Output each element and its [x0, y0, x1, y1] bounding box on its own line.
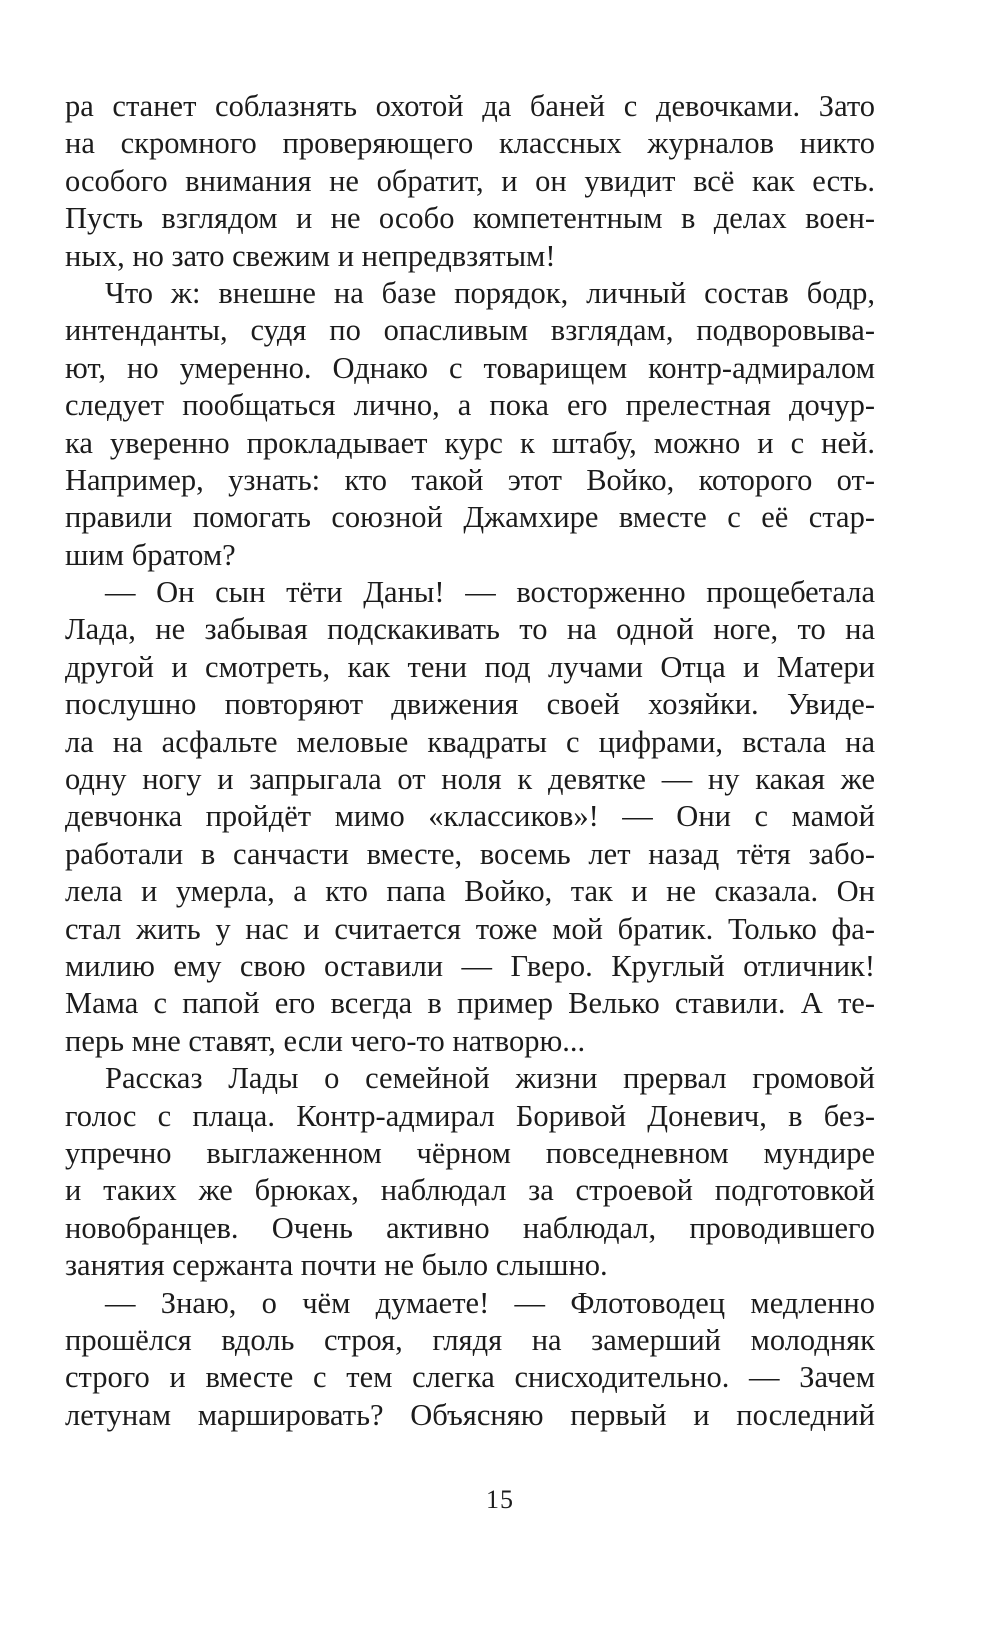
page-number: 15: [486, 1485, 514, 1514]
text-line: летунам маршировать? Объясняю первый и последний: [65, 1397, 875, 1432]
text-line: шим братом?: [65, 537, 236, 572]
text-line: правили помогать союзной Джамхире вместе с её стар-: [65, 500, 875, 535]
text-line: — Знаю, о чём думаете! — Флотоводец медленно: [105, 1285, 875, 1320]
text-line: интенданты, судя по опасливым взглядам, подворовыва-: [65, 313, 875, 348]
text-line: Рассказ Лады о семейной жизни прервал громовой: [105, 1061, 875, 1096]
text-line: ных, но зато свежим и непредвзятым!: [65, 238, 556, 273]
text-line: Лада, не забывая подскакивать то на одной ноге, то на: [65, 612, 875, 647]
text-line: работали в санчасти вместе, восемь лет назад тётя забо-: [65, 836, 875, 871]
text-line: Мама с папой его всегда в пример Велько ставили. А те-: [65, 986, 875, 1021]
text-line: ют, но умеренно. Однако с товарищем контр-адмиралом: [65, 350, 875, 385]
text-line: прошёлся вдоль строя, глядя на замерший молодняк: [65, 1322, 875, 1357]
text-line: голос с плаца. Контр-адмирал Боривой Доневич, в без-: [65, 1098, 875, 1133]
text-line: милию ему свою оставили — Гверо. Круглый отличник!: [65, 948, 875, 983]
paragraph: [65, 1285, 875, 1435]
text-line: особого внимания не обратит, и он увидит всё как есть.: [65, 163, 875, 198]
paragraph: [65, 275, 875, 574]
paragraph: [65, 88, 875, 275]
text-line: ка уверенно прокладывает курс к штабу, можно и с ней.: [65, 425, 875, 460]
text-line: ла на асфальте меловые квадраты с цифрами, встала на: [65, 724, 875, 759]
text-line: послушно повторяют движения своей хозяйки. Увиде-: [65, 687, 875, 722]
text-line: и таких же брюках, наблюдал за строевой подготовкой: [65, 1173, 875, 1208]
text-line: на скромного проверяющего классных журналов никто: [65, 126, 875, 161]
text-line: Что ж: внешне на базе порядок, личный состав бодр,: [105, 275, 875, 310]
text-line: перь мне ставят, если чего-то натворю...: [65, 1023, 586, 1058]
text-line: другой и смотреть, как тени под лучами Отца и Матери: [65, 649, 875, 684]
paragraph: [65, 1060, 875, 1284]
text-line: Например, узнать: кто такой этот Войко, которого от-: [65, 462, 875, 497]
text-line: новобранцев. Очень активно наблюдал, проводившего: [65, 1210, 875, 1245]
text-line: одну ногу и запрыгала от ноля к девятке — ну какая же: [65, 762, 875, 797]
body-text: [65, 88, 875, 1434]
text-line: лела и умерла, а кто папа Войко, так и не сказала. Он: [65, 874, 875, 909]
text-line: следует пообщаться лично, а пока его прелестная дочур-: [65, 388, 875, 423]
text-line: строго и вместе с тем слегка снисходительно. — Зачем: [65, 1360, 875, 1395]
text-line: девчонка пройдёт мимо «классиков»! — Они с мамой: [65, 799, 875, 834]
text-line: упречно выглаженном чёрном повседневном мундире: [65, 1135, 875, 1170]
text-line: — Он сын тёти Даны! — восторженно прощебетала: [105, 575, 875, 610]
text-line: ра станет соблазнять охотой да баней с девочками. Зато: [65, 89, 875, 123]
text-line: занятия сержанта почти не было слышно.: [65, 1248, 608, 1283]
text-line: Пусть взглядом и не особо компетентным в делах воен-: [65, 201, 875, 236]
paragraph: [65, 574, 875, 1060]
text-line: стал жить у нас и считается тоже мой братик. Только фа-: [65, 911, 875, 946]
